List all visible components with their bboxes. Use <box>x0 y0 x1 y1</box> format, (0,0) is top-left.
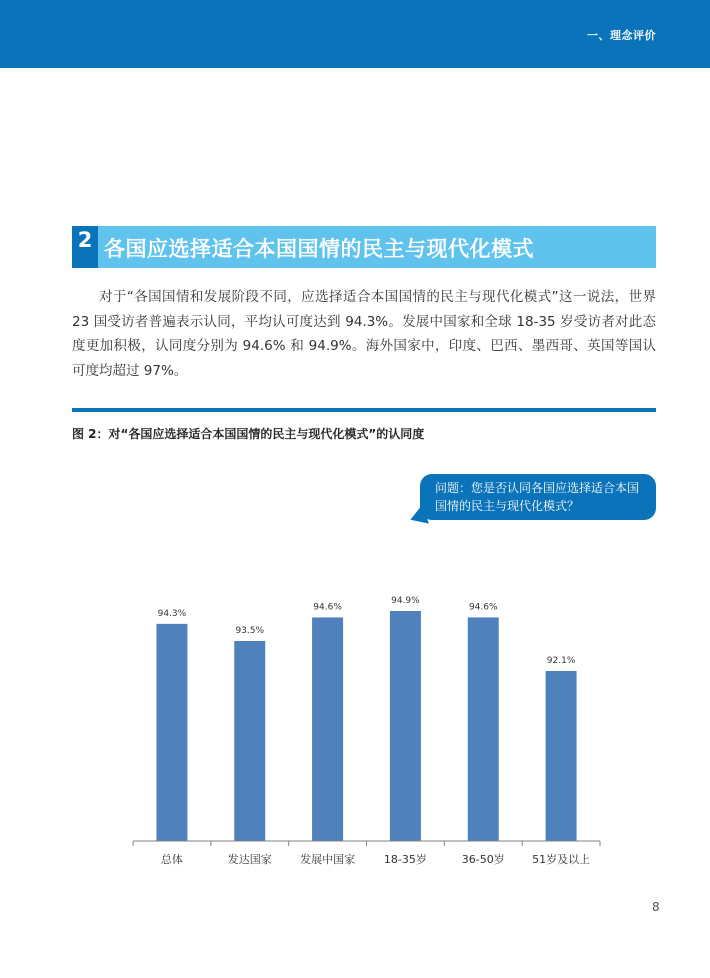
category-label: 总体 <box>160 853 183 866</box>
data-label: 94.9% <box>391 596 420 606</box>
figure-title: 图 2：对“各国应选择适合本国国情的民主与现代化模式”的认同度 <box>72 427 425 441</box>
page-number: 8 <box>652 900 660 914</box>
section-title: 各国应选择适合本国国情的民主与现代化模式 <box>104 237 534 261</box>
category-label: 51岁及以上 <box>532 853 591 866</box>
data-label: 93.5% <box>235 626 265 636</box>
data-label: 94.6% <box>313 602 342 613</box>
bar <box>390 611 421 841</box>
category-label: 发展中国家 <box>300 853 356 866</box>
category-label: 18-35岁 <box>383 853 427 866</box>
category-label: 发达国家 <box>227 853 272 866</box>
category-label: 36-50岁 <box>461 853 505 866</box>
bar <box>546 671 577 841</box>
section-label: 一、理念评价 <box>587 29 656 42</box>
data-label: 94.6% <box>468 602 498 613</box>
bar <box>468 617 499 841</box>
bar <box>312 617 343 841</box>
question-text: 问题：您是否认同各国应选择适合本国国情的民主与现代化模式？ <box>435 481 640 513</box>
bar <box>234 641 265 841</box>
data-label: 94.3% <box>157 608 187 619</box>
section-number: 2 <box>72 226 98 268</box>
bar <box>156 624 187 841</box>
data-label: 92.1% <box>546 656 576 666</box>
body-paragraph: 对于“各国国情和发展阶段不同，应选择适合本国国情的民主与现代化模式”这一说法，世界 23 国受访者普遍表示认同，平均认可度达到 94.3%。发展中国家和全球 18-35 岁受访者对此态度更加积极，认同度分别为 94.6% 和 94.9%。海外国家中，印度、巴西、墨西哥、英国等国认可度均超过 97%。 <box>72 289 656 379</box>
